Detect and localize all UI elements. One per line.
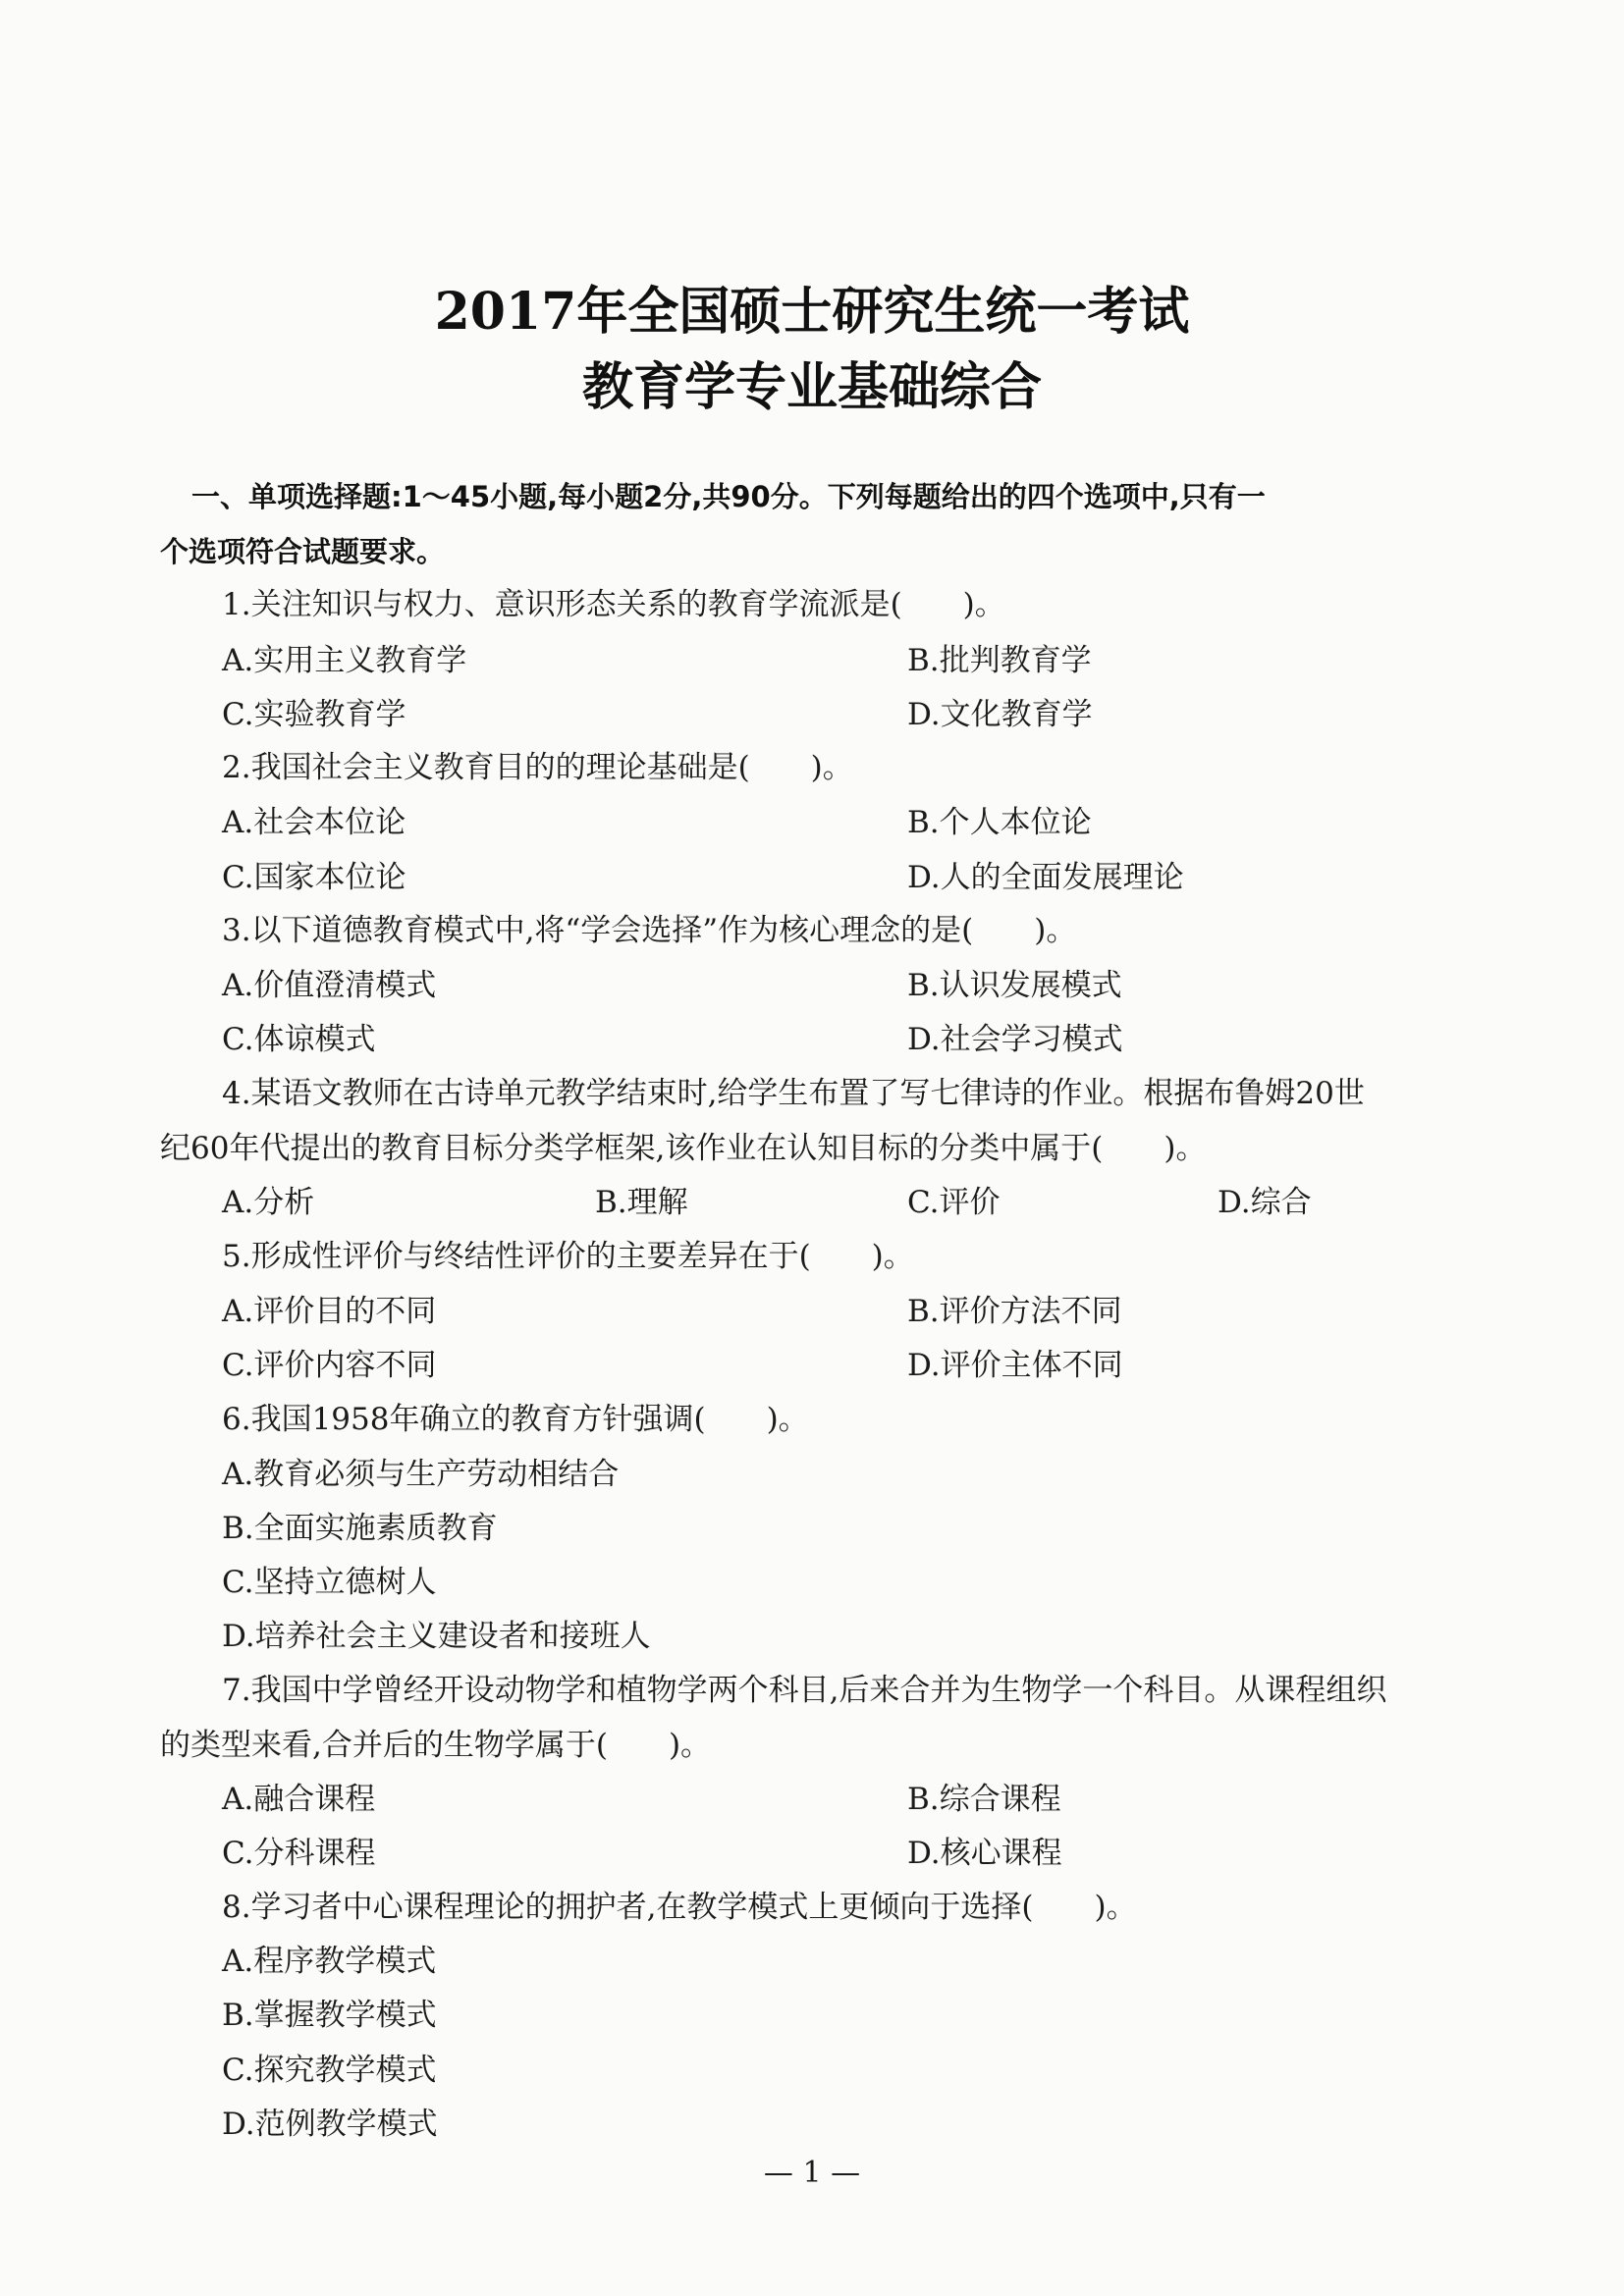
option-c: C.探究教学模式	[222, 2053, 437, 2088]
question-stem-cont: 纪60年代提出的教育目标分类学框架,该作业在认知目标的分类中属于( )。	[160, 1131, 1207, 1166]
question-stem: 6.我国1958年确立的教育方针强调( )。	[222, 1402, 809, 1437]
option-a: A.评价目的不同	[222, 1294, 437, 1329]
page-number: — 1 —	[763, 2156, 861, 2190]
option-b: B.批判教育学	[907, 643, 1092, 678]
option-b: B.全面实施素质教育	[222, 1511, 498, 1546]
option-a: A.教育必须与生产劳动相结合	[222, 1457, 620, 1492]
option-c: C.分科课程	[222, 1836, 376, 1871]
option-c: C.体谅模式	[222, 1022, 376, 1057]
option-a: A.价值澄清模式	[222, 968, 437, 1003]
question-stem-cont: 的类型来看,合并后的生物学属于( )。	[160, 1728, 712, 1763]
option-d: D.范例教学模式	[222, 2107, 438, 2142]
option-a: A.社会本位论	[222, 805, 406, 840]
option-b: B.认识发展模式	[907, 968, 1122, 1003]
option-a: A.分析	[222, 1185, 315, 1220]
option-c: C.评价内容不同	[222, 1348, 437, 1383]
option-c: C.评价	[907, 1185, 1001, 1220]
option-b: B.个人本位论	[907, 805, 1092, 840]
section-instructions-cont: 个选项符合试题要求。	[160, 535, 446, 568]
question-stem: 8.学习者中心课程理论的拥护者,在教学模式上更倾向于选择( )。	[222, 1890, 1137, 1925]
question-stem: 2.我国社会主义教育目的的理论基础是( )。	[222, 750, 853, 785]
question-stem: 7.我国中学曾经开设动物学和植物学两个科目,后来合并为生物学一个科目。从课程组织	[222, 1673, 1387, 1708]
option-b: B.掌握教学模式	[222, 1998, 437, 2033]
option-b: B.综合课程	[907, 1782, 1061, 1817]
option-b: B.评价方法不同	[907, 1294, 1122, 1329]
option-d: D.人的全面发展理论	[907, 860, 1184, 895]
option-d: D.核心课程	[907, 1836, 1062, 1871]
exam-subject: 教育学专业基础综合	[581, 357, 1042, 417]
option-d: D.文化教育学	[907, 697, 1093, 732]
option-c: C.实验教育学	[222, 697, 406, 732]
option-d: D.社会学习模式	[907, 1022, 1123, 1057]
option-a: A.实用主义教育学	[222, 643, 467, 678]
section-instructions: 一、单项选择题:1～45小题,每小题2分,共90分。下列每题给出的四个选项中,只有一	[191, 480, 1266, 513]
option-c: C.国家本位论	[222, 860, 406, 895]
option-d: D.综合	[1218, 1185, 1312, 1220]
option-d: D.评价主体不同	[907, 1348, 1123, 1383]
option-a: A.融合课程	[222, 1782, 376, 1817]
option-c: C.坚持立德树人	[222, 1565, 437, 1600]
question-stem: 5.形成性评价与终结性评价的主要差异在于( )。	[222, 1239, 914, 1274]
question-stem: 1.关注知识与权力、意识形态关系的教育学流派是( )。	[222, 587, 1005, 622]
question-stem: 4.某语文教师在古诗单元教学结束时,给学生布置了写七律诗的作业。根据布鲁姆20世	[222, 1076, 1365, 1111]
exam-title: 2017年全国硕士研究生统一考试	[434, 282, 1190, 342]
option-b: B.理解	[595, 1185, 688, 1220]
option-d: D.培养社会主义建设者和接班人	[222, 1619, 651, 1654]
question-stem: 3.以下道德教育模式中,将“学会选择”作为核心理念的是( )。	[222, 913, 1077, 948]
option-a: A.程序教学模式	[222, 1944, 437, 1979]
